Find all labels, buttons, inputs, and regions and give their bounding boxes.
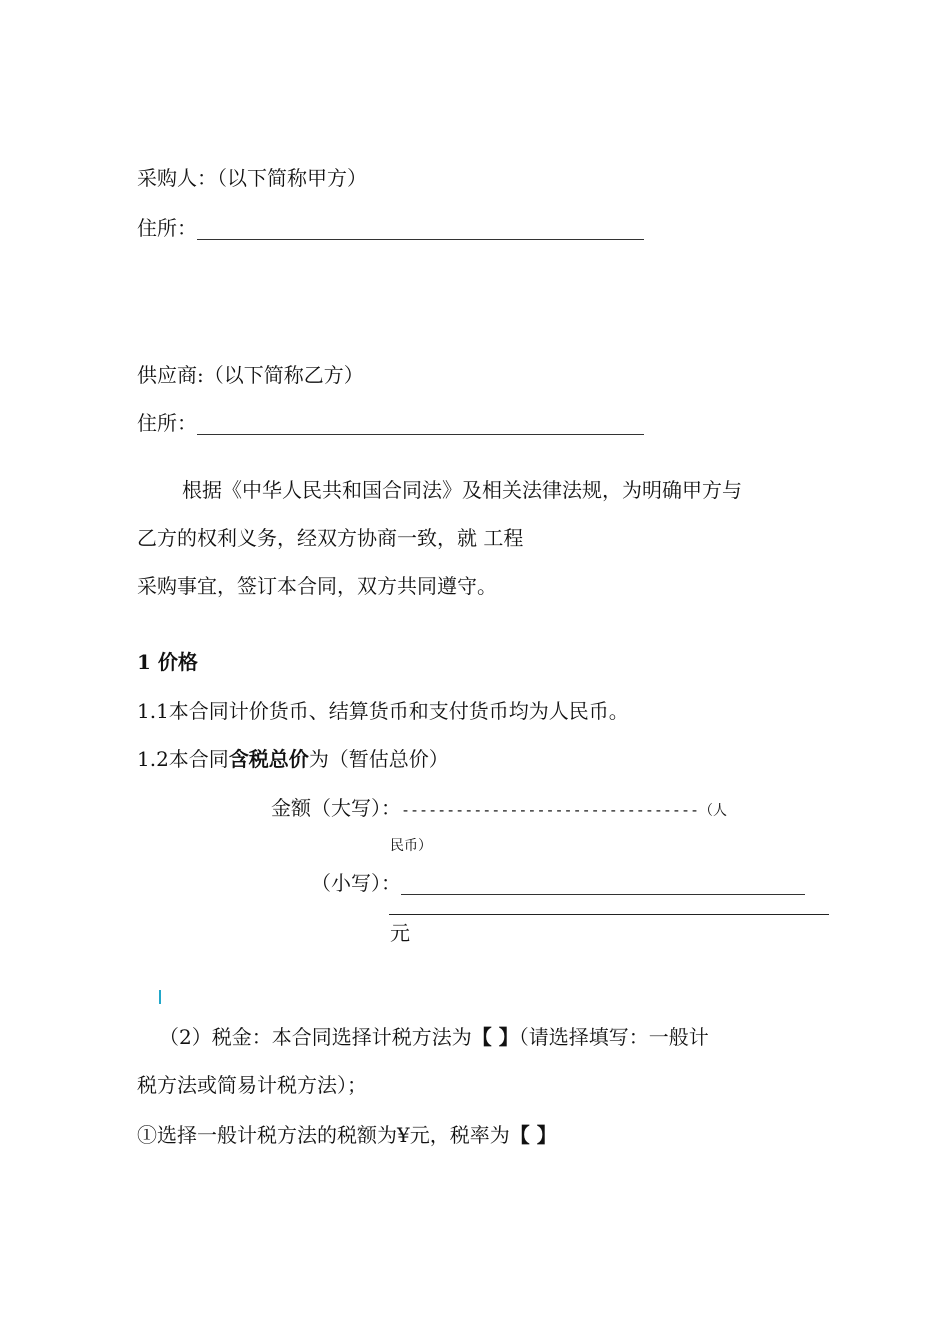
- tax-line-3-prefix: ①选择一般计税方法的税额为¥元，税率为: [137, 1123, 510, 1147]
- tax-line-2: 税方法或简易计税方法）；: [137, 1073, 367, 1097]
- amount-upper-label: 金额（大写）：: [271, 796, 401, 820]
- item-1-1: 1.1本合同计价货币、结算货币和支付货币均为人民币。: [137, 699, 629, 723]
- item-1-2-suffix: 为（暂估总价）: [308, 747, 449, 771]
- purchaser-address-row: [137, 216, 644, 240]
- amount-lower-label: （小写）：: [311, 871, 401, 895]
- amount-upper-row: [271, 796, 727, 823]
- item-1-2-bold: 含税总价: [228, 747, 309, 771]
- purchaser-address-field[interactable]: [197, 219, 644, 240]
- amount-lower-row: [311, 871, 805, 895]
- tax-method-bracket[interactable]: 【 】: [471, 1025, 519, 1049]
- supplier-label: 供应商:（以下简称乙方）: [137, 363, 364, 387]
- tax-line-3: [137, 1123, 557, 1147]
- amount-lower-rule: [389, 914, 829, 915]
- intro-line-1: 根据《中华人民共和国合同法》及相关法律法规，为明确甲方与: [182, 478, 742, 502]
- tax-rate-bracket[interactable]: 【 】: [509, 1123, 557, 1147]
- amount-upper-unit-b: 民币）: [390, 838, 432, 854]
- amount-lower-unit: 元: [390, 921, 410, 945]
- item-1-2: [137, 747, 449, 771]
- supplier-address-row: [137, 411, 644, 435]
- text-cursor-mark: [159, 990, 161, 1004]
- amount-upper-unit-a: （人: [699, 803, 728, 819]
- tax-line-1-suffix: （请选择填写：一般计: [518, 1025, 709, 1049]
- supplier-address-field[interactable]: [197, 414, 644, 435]
- item-1-2-prefix: 1.2本合同: [137, 747, 229, 771]
- supplier-address-label: 住所：: [137, 411, 197, 435]
- purchaser-label: 采购人：（以下简称甲方）: [137, 166, 367, 190]
- amount-lower-field[interactable]: [401, 874, 805, 895]
- tax-line-1: [159, 1025, 709, 1049]
- section-1-heading: 1 价格: [137, 650, 198, 674]
- amount-upper-dashes[interactable]: ---------------------------------: [401, 801, 700, 819]
- intro-line-2: 乙方的权利义务，经双方协商一致，就 工程: [137, 526, 524, 550]
- intro-line-3: 采购事宜，签订本合同，双方共同遵守。: [137, 574, 497, 598]
- tax-line-1-prefix: （2）税金：本合同选择计税方法为: [159, 1025, 472, 1049]
- purchaser-address-label: 住所：: [137, 216, 197, 240]
